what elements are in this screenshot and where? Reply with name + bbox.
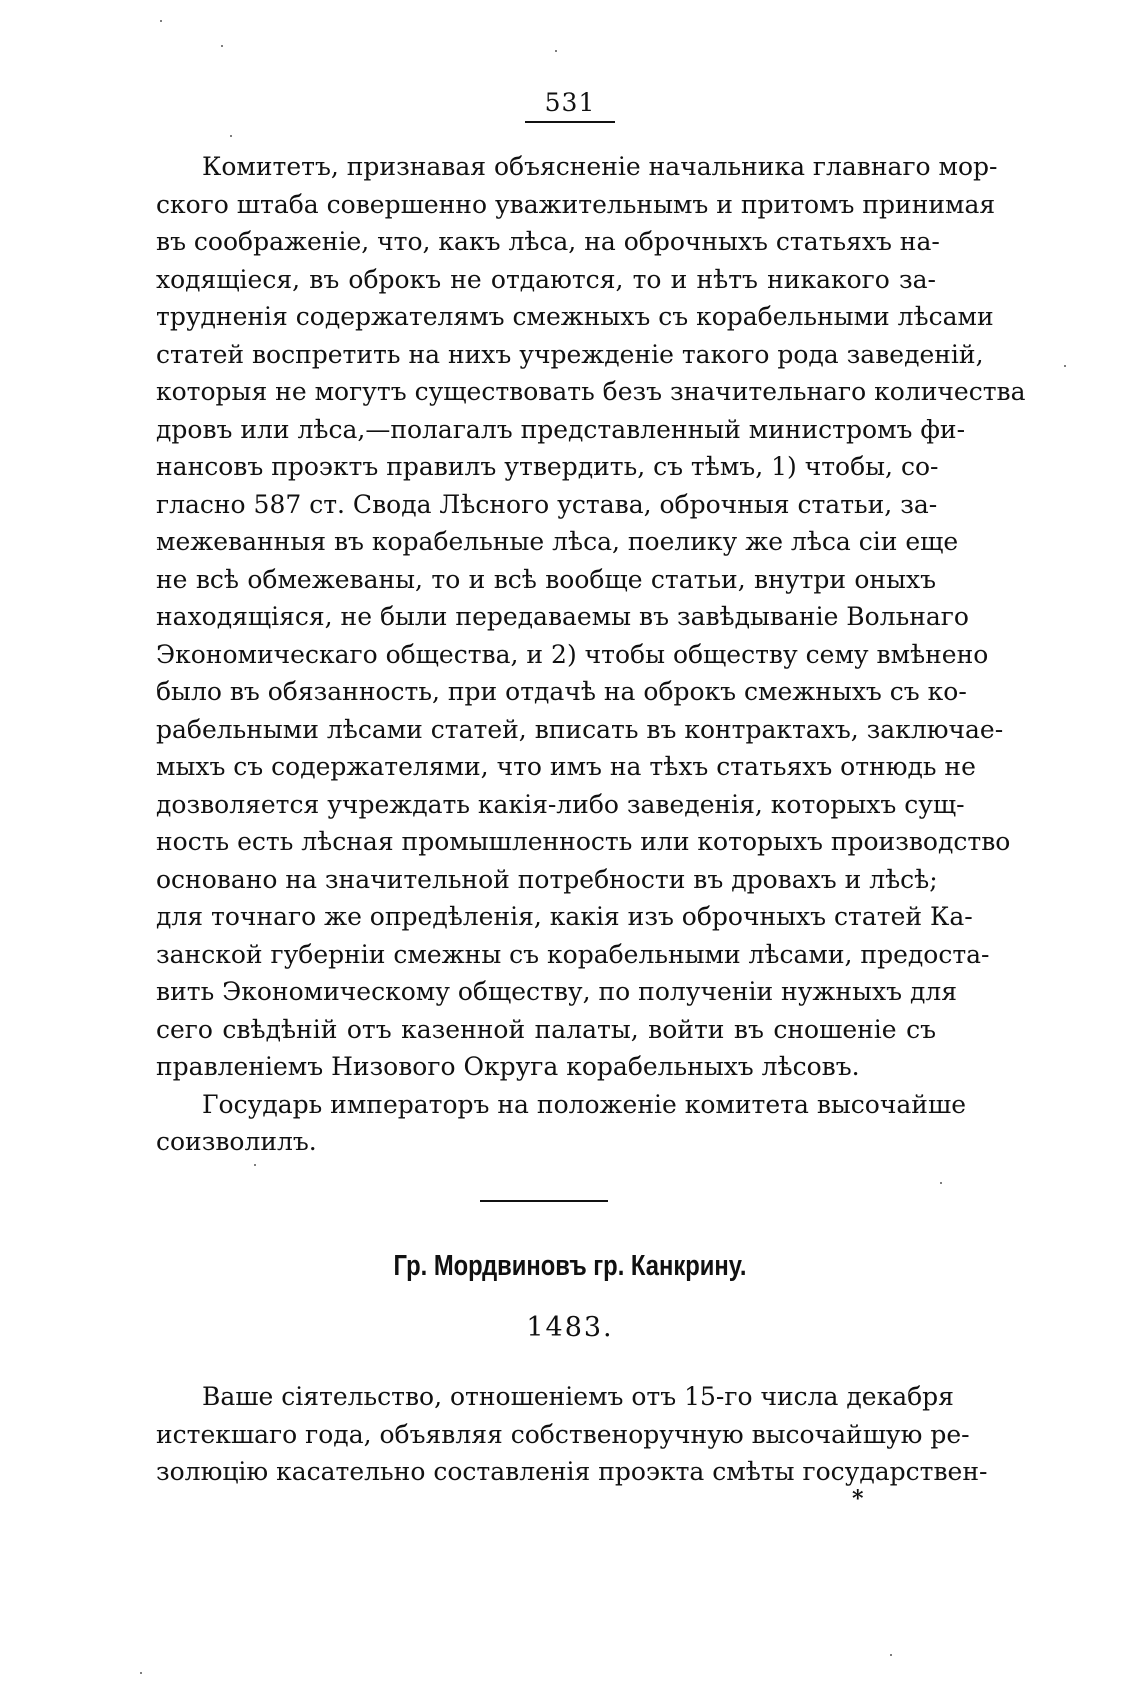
- scan-speck: [160, 20, 162, 22]
- text-line: Государь императоръ на положеніе комитета высочайше: [202, 1089, 966, 1119]
- text-line: Комитетъ, признавая объясненіе начальника главнаго мор-: [202, 152, 998, 181]
- text-line: дровъ или лѣса,—полагалъ представленный министромъ фи-: [156, 414, 966, 444]
- letter-number: 1483.: [526, 1312, 614, 1343]
- letter-heading: Гр. Мордвиновъ гр. Канкрину.: [393, 1250, 747, 1282]
- text-line: было въ обязанность, при отдачѣ на оброкъ смежныхъ съ ко-: [156, 677, 967, 706]
- text-line: мыхъ съ содержателями, что имъ на тѣхъ статьяхъ отнюдь не: [156, 752, 976, 781]
- text-line: межеванныя въ корабельные лѣса, поелику же лѣса сіи еще: [156, 527, 959, 556]
- scan-speck: [221, 45, 223, 47]
- page-number-underline: [525, 121, 615, 123]
- scan-speck: [230, 135, 232, 137]
- text-line: трудненія содержателямъ смежныхъ съ корабельными лѣсами: [156, 302, 994, 331]
- text-line: занской губерніи смежны съ корабельными лѣсами, предоста-: [156, 939, 990, 969]
- text-line: правленіемъ Низового Округа корабельныхъ лѣсовъ.: [156, 1052, 860, 1081]
- scan-speck: [940, 1182, 942, 1184]
- text-line: ность есть лѣсная промышленность или которыхъ производство: [156, 827, 1011, 856]
- text-line: вить Экономическому обществу, по полученіи нужныхъ для: [156, 977, 957, 1006]
- scan-speck: [1064, 365, 1066, 367]
- text-line: Экономическаго общества, и 2) чтобы обществу сему вмѣнено: [156, 639, 989, 669]
- text-line: не всѣ обмежеваны, то и всѣ вообще статьи, внутри оныхъ: [156, 564, 936, 594]
- text-line: дозволяется учреждать какія-либо заведенія, которыхъ сущ-: [156, 789, 965, 819]
- text-line: гласно 587 ст. Свода Лѣсного устава, оброчныя статьи, за-: [156, 489, 938, 519]
- text-line: сего свѣдѣній отъ казенной палаты, войти въ сношеніе съ: [156, 1014, 936, 1044]
- paragraph-letter-body: [156, 1378, 988, 1491]
- section-divider: [480, 1200, 608, 1202]
- scan-speck: [890, 1654, 892, 1656]
- scan-speck: [254, 1164, 256, 1166]
- text-line: статей воспретить на нихъ учрежденіе такого рода заведеній,: [156, 339, 984, 369]
- scan-speck: [555, 50, 557, 52]
- footnote-mark: *: [852, 1486, 864, 1512]
- text-line: находящіяся, не были передаваемы въ завѣдываніе Вольнаго: [156, 602, 969, 631]
- paragraph-committee-resolution: [156, 148, 1026, 1161]
- text-line: соизволилъ.: [156, 1127, 317, 1156]
- text-line: основано на значительной потребности въ дровахъ и лѣсѣ;: [156, 864, 938, 894]
- text-line: Ваше сіятельство, отношеніемъ отъ 15-го числа декабря: [202, 1382, 954, 1411]
- text-line: въ соображеніе, что, какъ лѣса, на оброчныхъ статьяхъ на-: [156, 227, 940, 256]
- text-line: ского штаба совершенно уважительнымъ и притомъ принимая: [156, 189, 996, 219]
- text-line: для точнаго же опредѣленія, какія изъ оброчныхъ статей Ка-: [156, 902, 973, 931]
- text-line: золюцію касательно составленія проэкта смѣты государствен-: [156, 1457, 988, 1486]
- text-line: которыя не могутъ существовать безъ значительнаго количества: [156, 377, 1026, 406]
- scan-speck: [140, 1672, 142, 1674]
- text-line: истекшаго года, объявляя собственоручную высочайшую ре-: [156, 1419, 970, 1449]
- text-line: нансовъ проэктъ правилъ утвердить, съ тѣмъ, 1) чтобы, со-: [156, 452, 939, 481]
- text-line: рабельными лѣсами статей, вписать въ контрактахъ, заключае-: [156, 714, 1004, 744]
- page-number: 531: [544, 88, 596, 117]
- text-line: ходящіеся, въ оброкъ не отдаются, то и нѣтъ никакого за-: [156, 264, 936, 294]
